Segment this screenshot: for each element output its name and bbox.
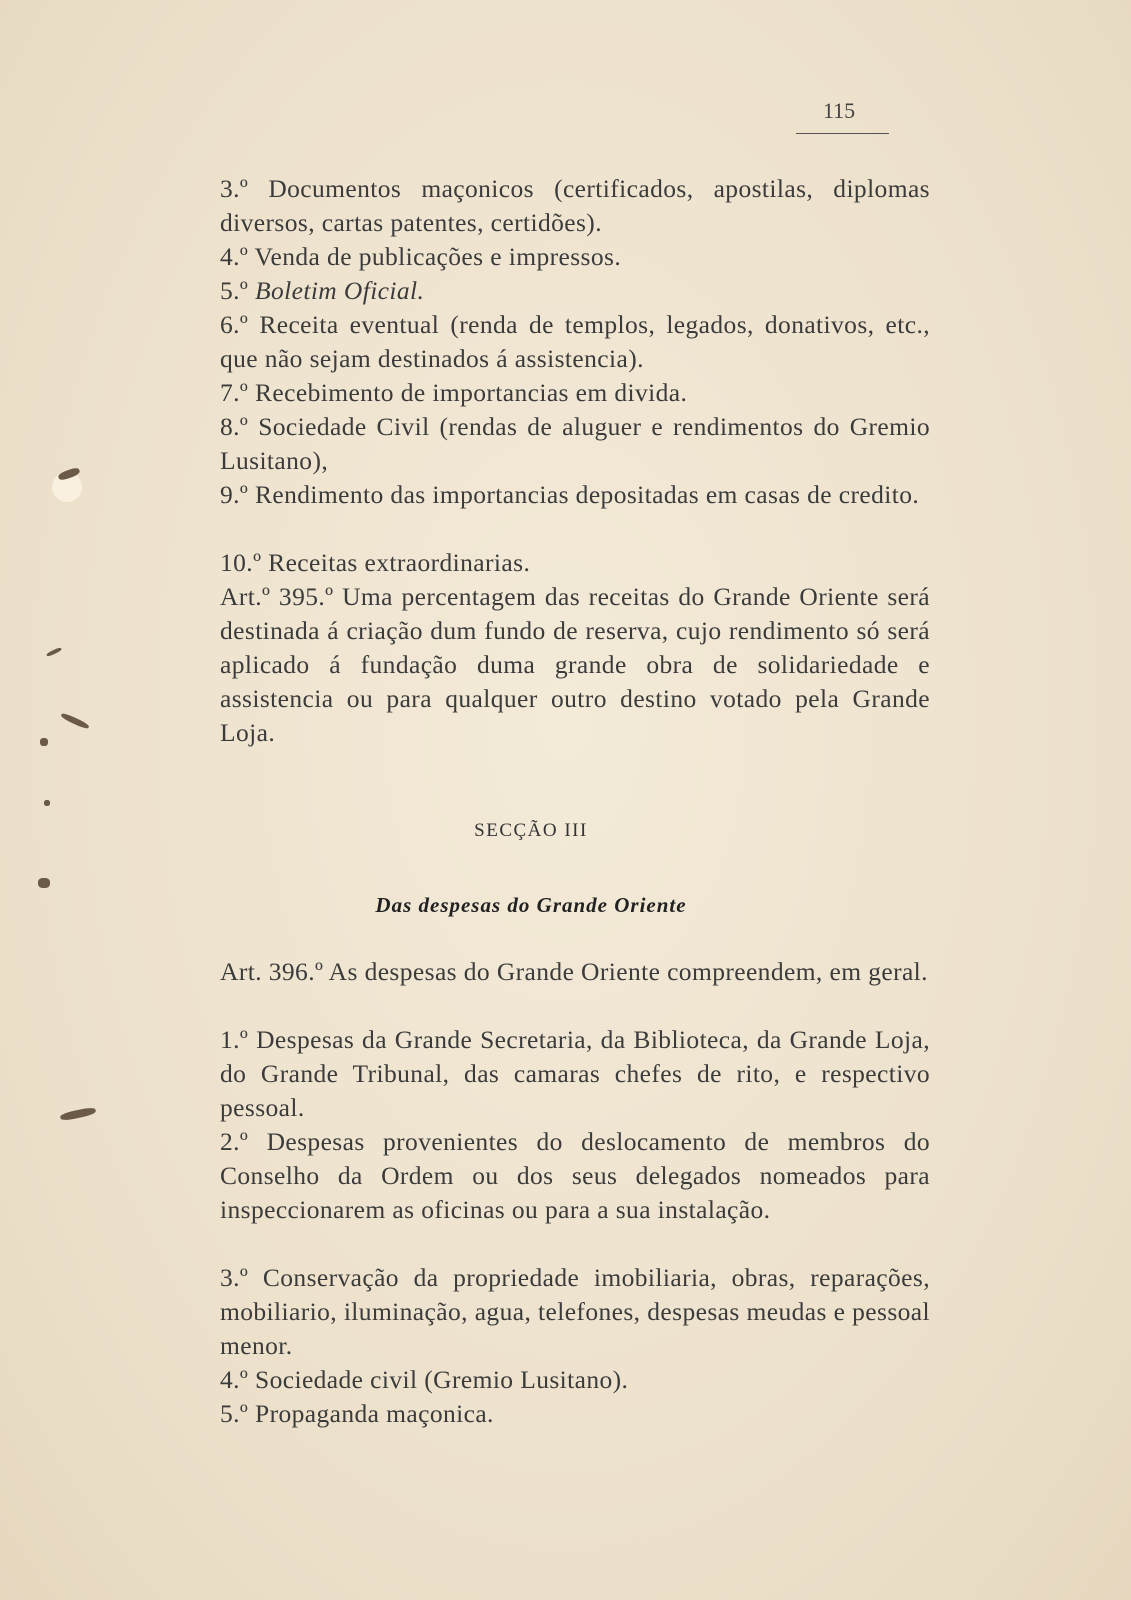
item-number: 8.º <box>220 412 249 441</box>
paper-speck <box>40 738 48 746</box>
item-text: Venda de publicações e impressos. <box>248 242 622 271</box>
item-text: Receitas extraordinarias. <box>261 548 531 577</box>
page-number-rule <box>796 133 889 134</box>
receipt-item-7 <box>176 376 930 410</box>
item-number: 2.º <box>220 1127 249 1156</box>
item-number: 10.º <box>220 548 262 577</box>
item-number: 9.º <box>220 480 249 509</box>
item-text: Boletim Oficial. <box>248 276 425 305</box>
article-text: As despesas do Grande Oriente compreendem, em geral. <box>323 957 928 986</box>
item-number: 7.º <box>220 378 249 407</box>
page-number: 115 <box>823 98 856 123</box>
item-text: Documentos maçonicos (certificados, apostilas, diplomas diversos, cartas patentes, certidões). <box>220 174 930 237</box>
expense-item-2 <box>176 1125 930 1227</box>
item-text: Sociedade civil (Gremio Lusitano). <box>248 1365 629 1394</box>
expense-item-5 <box>176 1397 930 1431</box>
item-text: Conservação da propriedade imobiliaria, obras, reparações, mobiliario, iluminação, agua, telefones, despesas meudas e pessoal menor. <box>220 1263 930 1360</box>
item-number: 3.º <box>220 174 249 203</box>
section-heading: SECÇÃO III <box>474 820 588 841</box>
article-396 <box>176 955 930 989</box>
receipt-item-8 <box>176 410 930 478</box>
receipt-item-6 <box>176 308 930 376</box>
item-text: Rendimento das importancias depositadas em casas de credito. <box>248 480 920 509</box>
article-number: Art. 396.º <box>220 957 324 986</box>
item-text: Recebimento de importancias em divida. <box>248 378 688 407</box>
article-text: Uma percentagem das receitas do Grande Oriente será destinada á criação dum fundo de reserva, cujo rendimento só será aplicado á fundação duma grande obra de solidariedade e assistencia ou para qualquer outro destino votado pela Grande Loja. <box>220 582 930 747</box>
paper-speck <box>38 878 50 888</box>
item-number: 1.º <box>220 1025 249 1054</box>
paper-speck <box>46 647 62 657</box>
expense-item-4 <box>176 1363 930 1397</box>
item-number: 4.º <box>220 242 249 271</box>
item-number: 6.º <box>220 310 249 339</box>
receipt-item-4 <box>176 240 930 274</box>
section-title: Das despesas do Grande Oriente <box>375 893 687 917</box>
item-text: Despesas provenientes do deslocamento de membros do Conselho da Ordem ou dos seus delegados nomeados para inspeccionarem as oficinas ou para a sua instalação. <box>220 1127 930 1224</box>
expense-item-3 <box>176 1261 930 1363</box>
paper-speck <box>60 712 90 730</box>
receipt-item-5 <box>176 274 930 308</box>
item-text: Despesas da Grande Secretaria, da Biblioteca, da Grande Loja, do Grande Tribunal, das camaras chefes de rito, e respectivo pessoal. <box>220 1025 930 1122</box>
article-number: Art.º 395.º <box>220 582 334 611</box>
item-number: 3.º <box>220 1263 249 1292</box>
item-number: 5.º <box>220 1399 249 1428</box>
item-number: 5.º <box>220 276 249 305</box>
item-number: 4.º <box>220 1365 249 1394</box>
article-395 <box>176 580 930 750</box>
item-text: Receita eventual (renda de templos, legados, donativos, etc., que não sejam destinados á assistencia). <box>220 310 930 373</box>
paper-speck <box>44 800 50 806</box>
item-text: Propaganda maçonica. <box>248 1399 494 1428</box>
paper-speck <box>60 1106 97 1121</box>
receipt-item-9 <box>176 478 930 512</box>
receipt-item-3 <box>176 172 930 240</box>
item-text: Sociedade Civil (rendas de aluguer e rendimentos do Gremio Lusitano), <box>220 412 930 475</box>
receipt-item-10 <box>176 546 930 580</box>
expense-item-1 <box>176 1023 930 1125</box>
